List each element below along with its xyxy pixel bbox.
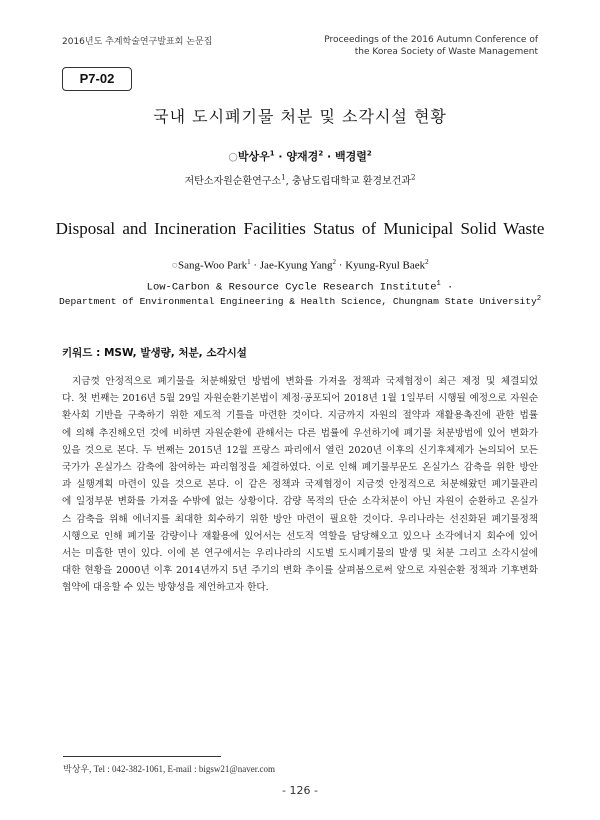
affiliation-sup: 2 — [411, 173, 416, 182]
affiliation-name: Low-Carbon & Resource Cycle Research Institute — [146, 281, 437, 294]
body-line: 대한 현황을 2000년 이후 2014년까지 5년 주기의 변화 추이를 살펴봄으로써 앞으로 자원순환 정책과 기후변화 — [62, 565, 538, 577]
author-sup: 2 — [318, 149, 324, 158]
paper-code-badge: P7-02 — [62, 67, 132, 91]
affiliation-name: , 충남도립대학교 환경보건과 — [285, 176, 412, 187]
running-header-korean: 2016년도 추계학술연구발표회 논문집 — [62, 37, 213, 47]
body-line: 과 실행계획 마련이 있을 것으로 본다. 이 같은 정책과 국제협정이 지금껏 안정적으로 처분해왔던 폐기물관리 — [62, 479, 538, 491]
affiliation-sup: 1 — [436, 280, 441, 288]
separator: · — [274, 150, 287, 163]
separator: · — [440, 281, 454, 294]
footnote-divider — [63, 756, 221, 757]
affiliation-sup: 1 — [281, 173, 286, 182]
author-name: Kyung-Ryul Baek — [345, 259, 426, 272]
keywords: 키워드 : MSW, 발생량, 처분, 소각시설 — [62, 347, 247, 359]
author-sup: 2 — [332, 258, 337, 266]
body-line: 있을 것으로 본다. 두 번째는 2015년 12월 프랑스 파리에서 열린 2020년 이후의 신기후체제가 논의되어 모든 — [62, 444, 538, 456]
separator: · — [323, 150, 336, 163]
body-line: 국가가 온실가스 감축에 참여하는 파리협정을 체결하였다. 이로 인해 폐기물부문도 온실가스 감축을 위한 방안 — [62, 462, 538, 474]
affiliation-sup: 2 — [536, 295, 542, 303]
author-sup: 2 — [425, 258, 429, 266]
affiliation-name: 저탄소자원순환연구소 — [184, 176, 282, 187]
author-name: Sang-Woo Park — [178, 259, 248, 272]
presenter-marker: ○ — [171, 259, 179, 272]
author-name: 백경렬 — [335, 150, 367, 163]
body-line: 환사회 기반을 구축하기 위한 제도적 기틀을 마련한 것이다. 지금까지 자원의 절약과 재활용촉진에 관한 법률 — [62, 410, 538, 422]
header-line-1: Proceedings of the 2016 Autumn Conference of — [324, 35, 538, 45]
author-sup: 2 — [366, 149, 372, 158]
author-sup: 1 — [247, 258, 251, 266]
affiliation-english-1 — [0, 280, 600, 294]
affiliation-name: Department of Environmental Engineering & Health Science, Chungnam State University — [58, 296, 537, 308]
body-line: 시행으로 인해 폐기물 감량이나 재활용에 있어서는 선도적 역할을 담당해오고 있으나 소각에너지 회수에 있어 — [62, 530, 538, 542]
page-number: - 126 - — [282, 784, 318, 797]
abstract-body — [62, 373, 538, 597]
separator: · — [336, 259, 346, 272]
body-line: 다. 첫 번째는 2016년 5월 29일 자원순환기본법이 제정·공포되어 2018년 1월 1일부터 시행될 예정으로 자원순 — [62, 393, 538, 405]
presenter-marker: ○ — [228, 150, 238, 163]
header-line-2: the Korea Society of Waste Management — [354, 47, 538, 57]
running-header-english — [324, 34, 538, 58]
author-name: 양재경 — [286, 150, 319, 163]
author-name: Jae-Kyung Yang — [259, 259, 333, 272]
body-line: 협약에 대응할 수 있는 방향성을 제언하고자 한다. — [62, 582, 269, 594]
body-line: 지금껏 안정적으로 폐기물을 처분해왔던 방법에 변화를 가져올 정책과 국제협정이 최근 제정 및 체결되었 — [72, 376, 538, 387]
author-sup: 1 — [269, 149, 275, 158]
authors-korean — [0, 148, 600, 164]
body-line: 스 감축을 위해 에너지를 최대한 회수하기 위한 방안 마련이 필요한 것이다. 우리나라는 선진화된 폐기물정책 — [62, 513, 538, 525]
body-line: 에 의해 추진해오던 것에 비하면 자원순환에 관해서는 다른 법률에 우선하기에 폐기물 처분방법에 있어 변화가 — [62, 427, 538, 439]
authors-english — [0, 258, 600, 272]
body-line: 에 일정부분 변화를 가져올 수밖에 없는 상황이다. 감량 목적의 단순 소각처분이 아닌 자원이 순환하고 온실가 — [62, 496, 538, 508]
affiliation-korean — [0, 172, 600, 187]
separator: · — [250, 259, 260, 272]
affiliation-english-2 — [0, 295, 600, 307]
title-english: Disposal and Incineration Facilities Status of Municipal Solid Waste — [55, 219, 545, 238]
footnote-contact: 박상우, Tel : 042-382-1061, E-mail : bigsw21@naver.com — [63, 764, 275, 774]
title-korean: 국내 도시폐기물 처분 및 소각시설 현황 — [153, 107, 447, 126]
body-line: 서는 미흡한 면이 있다. 이에 본 연구에서는 우리나라의 시도별 도시폐기물의 발생 및 처분 그리고 소각시설에 — [62, 548, 538, 560]
author-name: 박상우 — [237, 150, 270, 163]
